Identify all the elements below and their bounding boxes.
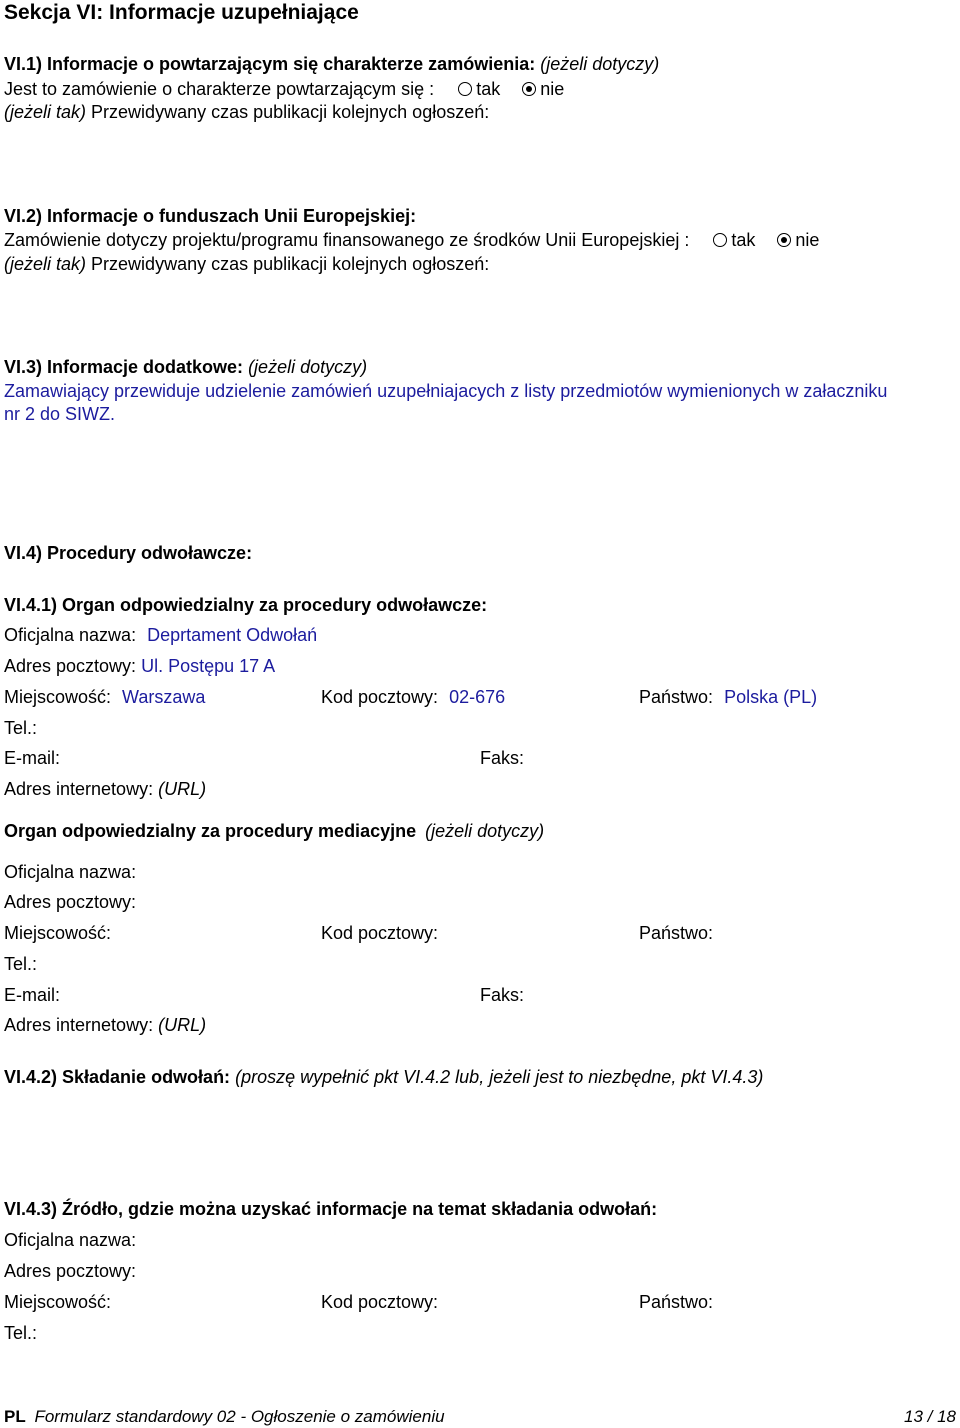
vi2-yes-label: tak: [731, 230, 756, 250]
appeal-city-label: Miejscowość:: [4, 687, 112, 707]
mediation-www-row: [4, 1014, 206, 1036]
appeal-name-row: [4, 624, 317, 646]
source-city-label: Miejscowość:: [4, 1292, 112, 1312]
vi2-radio-no[interactable]: [777, 233, 791, 247]
appeal-country-row: [639, 686, 817, 708]
vi1-heading-row: [4, 53, 659, 75]
vi2-question-row: [4, 229, 819, 251]
vi1-heading-note: (jeżeli dotyczy): [540, 54, 660, 74]
footer-page: 13 / 18: [904, 1407, 956, 1426]
vi3-text-line2: nr 2 do SIWZ.: [4, 404, 116, 424]
vi1-heading: VI.1) Informacje o powtarzającym się charakterze zamówienia:: [4, 54, 536, 74]
appeal-address-row: [4, 655, 275, 677]
footer-form-name: Formularz standardowy 02 - Ogłoszenie o zamówieniu: [34, 1407, 445, 1426]
vi1-if-yes: (jeżeli tak): [4, 102, 87, 122]
vi42-note: (proszę wypełnić pkt VI.4.2 lub, jeżeli jest to niezbędne, pkt VI.4.3): [235, 1067, 764, 1087]
source-country-label: Państwo:: [639, 1292, 714, 1312]
appeal-www-label: Adres internetowy:: [4, 779, 154, 799]
mediation-address-label: Adres pocztowy:: [4, 892, 137, 912]
footer-lang: PL: [4, 1407, 26, 1426]
appeal-postcode-value: 02-676: [449, 687, 506, 707]
vi1-radio-no[interactable]: [522, 82, 536, 96]
vi2-heading: VI.2) Informacje o funduszach Unii Europejskiej:: [4, 206, 417, 226]
source-tel-label: Tel.:: [4, 1323, 38, 1343]
footer: [4, 1406, 445, 1428]
vi1-time-row: [4, 101, 489, 123]
vi3-heading-row: [4, 356, 367, 378]
mediation-city-label: Miejscowość:: [4, 923, 112, 943]
appeal-postcode-row: [321, 686, 505, 708]
mediation-postcode-label: Kod pocztowy:: [321, 923, 439, 943]
vi2-time-row: [4, 253, 489, 275]
mediation-name-label: Oficjalna nazwa:: [4, 862, 137, 882]
vi2-no-label: nie: [795, 230, 820, 250]
mediation-note: (jeżeli dotyczy): [425, 821, 545, 841]
vi1-question-row: [4, 78, 564, 100]
vi2-if-yes: (jeżeli tak): [4, 254, 87, 274]
vi3-heading-note: (jeżeli dotyczy): [248, 357, 368, 377]
appeal-address-label: Adres pocztowy:: [4, 656, 137, 676]
appeal-city-row: [4, 686, 205, 708]
mediation-country-label: Państwo:: [639, 923, 714, 943]
vi1-yes-label: tak: [476, 79, 501, 99]
vi42-heading-row: [4, 1066, 763, 1088]
vi2-radio-yes[interactable]: [713, 233, 727, 247]
appeal-tel-label: Tel.:: [4, 718, 38, 738]
appeal-email-label: E-mail:: [4, 748, 61, 768]
vi42-heading: VI.4.2) Składanie odwołań:: [4, 1067, 231, 1087]
vi1-no-label: nie: [540, 79, 565, 99]
vi1-question: Jest to zamówienie o charakterze powtarzającym się :: [4, 79, 435, 99]
appeal-country-label: Państwo:: [639, 687, 714, 707]
mediation-www-label: Adres internetowy:: [4, 1015, 154, 1035]
appeal-name-value: Deprtament Odwołań: [147, 625, 318, 645]
mediation-tel-label: Tel.:: [4, 954, 38, 974]
mediation-heading-row: [4, 820, 544, 842]
appeal-postcode-label: Kod pocztowy:: [321, 687, 439, 707]
vi2-question: Zamówienie dotyczy projektu/programu finansowanego ze środków Unii Europejskiej :: [4, 230, 690, 250]
source-address-label: Adres pocztowy:: [4, 1261, 137, 1281]
appeal-name-label: Oficjalna nazwa:: [4, 625, 137, 645]
vi2-time-label: Przewidywany czas publikacji kolejnych ogłoszeń:: [91, 254, 490, 274]
vi3-text-line1: Zamawiający przewiduje udzielenie zamówień uzupełniajacych z listy przedmiotów wymienionych w załaczniku: [4, 381, 888, 401]
vi43-heading: VI.4.3) Źródło, gdzie można uzyskać informacje na temat składania odwołań:: [4, 1199, 658, 1219]
vi1-time-label: Przewidywany czas publikacji kolejnych ogłoszeń:: [91, 102, 490, 122]
source-postcode-label: Kod pocztowy:: [321, 1292, 439, 1312]
mediation-fax-label: Faks:: [480, 985, 525, 1005]
appeal-country-value: Polska (PL): [724, 687, 818, 707]
vi3-heading: VI.3) Informacje dodatkowe:: [4, 357, 244, 377]
mediation-www-note: (URL): [158, 1015, 207, 1035]
appeal-fax-label: Faks:: [480, 748, 525, 768]
appeal-www-row: [4, 778, 206, 800]
mediation-email-label: E-mail:: [4, 985, 61, 1005]
appeal-address-value: Ul. Postępu 17 A: [141, 656, 276, 676]
mediation-heading: Organ odpowiedzialny za procedury mediacyjne: [4, 821, 417, 841]
vi1-radio-yes[interactable]: [458, 82, 472, 96]
section-title: Sekcja VI: Informacje uzupełniające: [4, 1, 359, 24]
vi41-heading: VI.4.1) Organ odpowiedzialny za procedury odwoławcze:: [4, 595, 488, 615]
appeal-city-value: Warszawa: [122, 687, 206, 707]
source-name-label: Oficjalna nazwa:: [4, 1230, 137, 1250]
appeal-www-note: (URL): [158, 779, 207, 799]
vi4-heading: VI.4) Procedury odwoławcze:: [4, 543, 253, 563]
